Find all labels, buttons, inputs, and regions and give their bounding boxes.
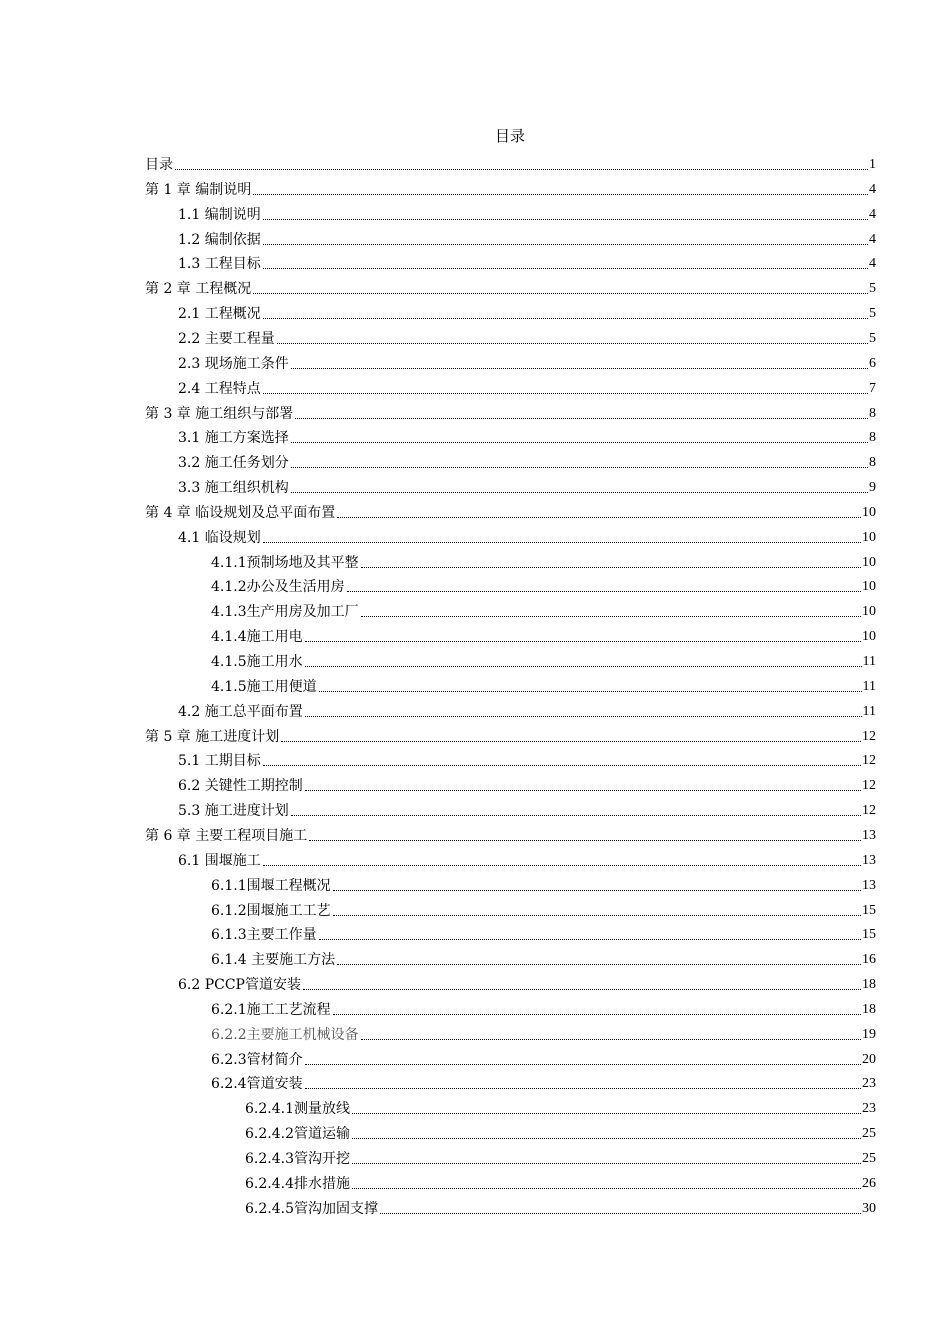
toc-entry-label: 6.2.4.5管沟加固支撑 <box>245 1200 378 1217</box>
dot-leader <box>361 1039 861 1040</box>
toc-entry[interactable] <box>145 175 876 199</box>
dot-leader <box>291 467 868 468</box>
dot-leader <box>291 442 868 443</box>
toc-entry-label: 6.2.3管材简介 <box>211 1051 303 1068</box>
toc-entry[interactable] <box>178 448 876 472</box>
toc-entry-page-number: 4 <box>869 206 876 222</box>
toc-entry[interactable] <box>178 200 876 224</box>
toc-entry-page-number: 5 <box>869 281 876 297</box>
toc-entry[interactable] <box>211 597 876 621</box>
dot-leader <box>305 1064 861 1065</box>
toc-entry-page-number: 12 <box>862 778 876 794</box>
toc-entry-page-number: 25 <box>862 1126 876 1142</box>
toc-entry-label: 第 5 章 施工进度计划 <box>145 728 280 745</box>
toc-entry-label: 第 4 章 临设规划及总平面布置 <box>145 504 336 521</box>
dot-leader <box>263 865 861 866</box>
toc-entry-page-number: 16 <box>862 952 876 968</box>
toc-entry-label: 6.1.4 主要施工方法 <box>211 952 336 969</box>
toc-entry-label: 2.2 主要工程量 <box>178 330 275 347</box>
toc-entry-page-number: 25 <box>862 1151 876 1166</box>
toc-entry[interactable] <box>178 299 876 323</box>
toc-entry-page-number: 10 <box>862 554 876 570</box>
toc-entry-label: 第 2 章 工程概况 <box>145 281 252 298</box>
dot-leader <box>305 1088 861 1089</box>
toc-entry-label: 4.1 临设规划 <box>178 529 261 546</box>
toc-entry-page-number: 13 <box>862 877 876 893</box>
toc-entry[interactable] <box>178 697 876 721</box>
toc-entry-label: 2.4 工程特点 <box>178 380 261 397</box>
dot-leader <box>361 567 861 568</box>
toc-entry-page-number: 11 <box>862 678 876 694</box>
toc-entry[interactable] <box>178 746 876 770</box>
dot-leader <box>263 219 868 220</box>
dot-leader <box>305 666 862 667</box>
dot-leader <box>309 840 861 841</box>
toc-entry-page-number: 11 <box>862 703 876 719</box>
toc-entry-label: 6.2.4.1测量放线 <box>245 1101 350 1118</box>
toc-entry[interactable] <box>178 349 876 373</box>
toc-entry-page-number: 1 <box>869 157 876 172</box>
toc-entry-page-number: 6 <box>869 355 876 371</box>
toc-entry-label: 6.2.4管道安装 <box>211 1076 303 1093</box>
toc-entry-page-number: 12 <box>862 728 876 744</box>
toc-entry-page-number: 11 <box>862 654 876 669</box>
dot-leader <box>319 939 861 940</box>
toc-entry[interactable] <box>145 274 876 298</box>
toc-entry-label: 4.1.5施工用便道 <box>211 678 317 695</box>
toc-entry-page-number: 7 <box>869 380 876 396</box>
toc-entry-page-number: 20 <box>862 1051 876 1067</box>
toc-entry[interactable] <box>178 796 876 820</box>
dot-leader <box>333 1014 861 1015</box>
toc-entry-page-number: 12 <box>862 803 876 819</box>
toc-entry-label: 5.3 施工进度计划 <box>178 803 289 820</box>
toc-entry[interactable] <box>211 896 876 920</box>
toc-entry-label: 3.2 施工任务划分 <box>178 455 289 472</box>
toc-entry-page-number: 18 <box>862 1001 876 1017</box>
dot-leader <box>253 293 868 294</box>
toc-entry-label: 4.2 施工总平面布置 <box>178 703 303 720</box>
toc-entry[interactable] <box>178 324 876 348</box>
dot-leader <box>333 915 861 916</box>
toc-entry-label: 4.1.3生产用房及加工厂 <box>211 604 359 621</box>
toc-entry-page-number: 4 <box>869 231 876 247</box>
toc-entry[interactable] <box>178 523 876 547</box>
dot-leader <box>303 989 861 990</box>
toc-entry-page-number: 5 <box>869 330 876 346</box>
toc-entry-page-number: 19 <box>862 1026 876 1042</box>
toc-entry-page-number: 12 <box>862 753 876 769</box>
toc-entry-label: 2.3 现场施工条件 <box>178 355 289 372</box>
dot-leader <box>253 194 868 195</box>
dot-leader <box>352 1188 861 1189</box>
dot-leader <box>352 1163 861 1164</box>
toc-entry-label: 4.1.5施工用水 <box>211 654 303 670</box>
toc-entry-label: 6.1.3主要工作量 <box>211 927 317 944</box>
toc-entry[interactable] <box>211 920 876 944</box>
toc-entry[interactable] <box>245 1169 876 1193</box>
toc-entry[interactable] <box>245 1094 876 1118</box>
toc-entry-label: 6.1.2围堰施工工艺 <box>211 902 331 919</box>
toc-entry-label: 6.2.1施工工艺流程 <box>211 1001 331 1018</box>
toc-entry-page-number: 5 <box>869 306 876 322</box>
dot-leader <box>361 616 861 617</box>
toc-entry[interactable] <box>211 672 876 696</box>
toc-entry-label: 第 6 章 主要工程项目施工 <box>145 827 308 844</box>
toc-entry-page-number: 9 <box>869 480 876 496</box>
toc-entry[interactable] <box>211 647 876 671</box>
toc-entry-page-number: 23 <box>862 1076 876 1092</box>
toc-entry-page-number: 15 <box>862 902 876 918</box>
dot-leader <box>263 318 868 319</box>
dot-leader <box>305 790 861 791</box>
toc-entry[interactable] <box>245 1119 876 1143</box>
toc-entry[interactable] <box>211 1020 876 1044</box>
toc-entry[interactable] <box>211 572 876 596</box>
toc-entry[interactable] <box>211 945 876 969</box>
toc-entry-label: 3.1 施工方案选择 <box>178 430 289 447</box>
toc-entry[interactable] <box>178 846 876 870</box>
dot-leader <box>175 169 868 170</box>
toc-entry-label: 第 3 章 施工组织与部署 <box>145 405 294 422</box>
toc-entry[interactable] <box>145 399 876 423</box>
toc-entry-label: 3.3 施工组织机构 <box>178 480 289 497</box>
toc-entry-label: 6.2 关键性工期控制 <box>178 778 303 795</box>
toc-entry-label: 6.2.4.4排水措施 <box>245 1175 350 1192</box>
toc-entry-label: 4.1.1预制场地及其平整 <box>211 554 359 571</box>
dot-leader <box>291 815 861 816</box>
toc-entry[interactable] <box>178 225 876 249</box>
dot-leader <box>305 716 862 717</box>
dot-leader <box>380 1213 861 1214</box>
toc-entry[interactable] <box>245 1194 876 1218</box>
toc-entry-page-number: 4 <box>869 256 876 272</box>
toc-entry[interactable] <box>211 871 876 895</box>
toc-entry-page-number: 10 <box>862 604 876 620</box>
dot-leader <box>347 591 861 592</box>
dot-leader <box>263 393 868 394</box>
toc-entry-label: 1.2 编制依据 <box>178 231 261 248</box>
toc-entry-page-number: 13 <box>862 852 876 868</box>
toc-entry-page-number: 10 <box>862 529 876 545</box>
dot-leader <box>263 542 861 543</box>
toc-entry-label: 1.3 工程目标 <box>178 256 261 273</box>
toc-entry-label: 4.1.4施工用电 <box>211 629 303 646</box>
dot-leader <box>305 641 861 642</box>
toc-entry[interactable] <box>211 995 876 1019</box>
toc-entry-label: 6.2.2主要施工机械设备 <box>211 1026 359 1043</box>
toc-entry-page-number: 26 <box>862 1175 876 1191</box>
dot-leader <box>352 1138 861 1139</box>
toc-entry[interactable] <box>245 1144 876 1168</box>
toc-entry[interactable] <box>145 498 876 522</box>
dot-leader <box>281 741 861 742</box>
dot-leader <box>319 691 862 692</box>
toc-entry-label: 目录 <box>145 157 173 173</box>
toc-entry-page-number: 8 <box>869 430 876 446</box>
toc-entry-page-number: 18 <box>862 977 876 993</box>
toc-entry[interactable] <box>211 622 876 646</box>
dot-leader <box>277 343 868 344</box>
dot-leader <box>337 517 861 518</box>
toc-entry-page-number: 13 <box>862 827 876 843</box>
toc-entry-label: 6.2 PCCP管道安装 <box>178 977 301 994</box>
toc-entry-label: 2.1 工程概况 <box>178 306 261 323</box>
dot-leader <box>263 268 868 269</box>
toc-entry[interactable] <box>211 1045 876 1069</box>
toc-title: 目录 <box>494 127 525 145</box>
toc-entry[interactable] <box>211 1069 876 1093</box>
toc-entry-label: 5.1 工期目标 <box>178 753 261 770</box>
toc-entry-page-number: 4 <box>869 181 876 197</box>
toc-entry-page-number: 15 <box>862 927 876 943</box>
dot-leader <box>291 492 868 493</box>
toc-entry-page-number: 10 <box>862 629 876 645</box>
toc-entry-label: 6.1 围堰施工 <box>178 852 261 869</box>
toc-entry[interactable] <box>178 249 876 273</box>
toc-entry-page-number: 10 <box>862 579 876 595</box>
toc-entry[interactable] <box>178 771 876 795</box>
toc-entry-page-number: 23 <box>862 1101 876 1117</box>
dot-leader <box>333 890 861 891</box>
toc-entry-label: 1.1 编制说明 <box>178 206 261 223</box>
dot-leader <box>291 368 868 369</box>
toc-entry-label: 4.1.2办公及生活用房 <box>211 579 345 596</box>
toc-entry[interactable] <box>145 150 876 174</box>
toc-entry[interactable] <box>211 548 876 572</box>
toc-entry-page-number: 30 <box>862 1200 876 1216</box>
dot-leader <box>337 964 861 965</box>
toc-entry[interactable] <box>145 722 876 746</box>
toc-entry-page-number: 8 <box>869 455 876 471</box>
toc-entry-label: 6.2.4.3管沟开挖 <box>245 1151 350 1167</box>
toc-entry-label: 第 1 章 编制说明 <box>145 181 252 198</box>
toc-entry-label: 6.1.1围堰工程概况 <box>211 877 331 894</box>
toc-entry[interactable] <box>178 473 876 497</box>
toc-entry[interactable] <box>178 423 876 447</box>
dot-leader <box>263 765 861 766</box>
dot-leader <box>295 418 868 419</box>
toc-entry[interactable] <box>178 374 876 398</box>
dot-leader <box>352 1113 861 1114</box>
toc-entry[interactable] <box>145 821 876 845</box>
toc-entry-page-number: 10 <box>862 504 876 520</box>
toc-entry[interactable] <box>178 970 876 994</box>
dot-leader <box>263 244 868 245</box>
toc-entry-page-number: 8 <box>869 405 876 421</box>
toc-entry-label: 6.2.4.2管道运输 <box>245 1126 350 1143</box>
